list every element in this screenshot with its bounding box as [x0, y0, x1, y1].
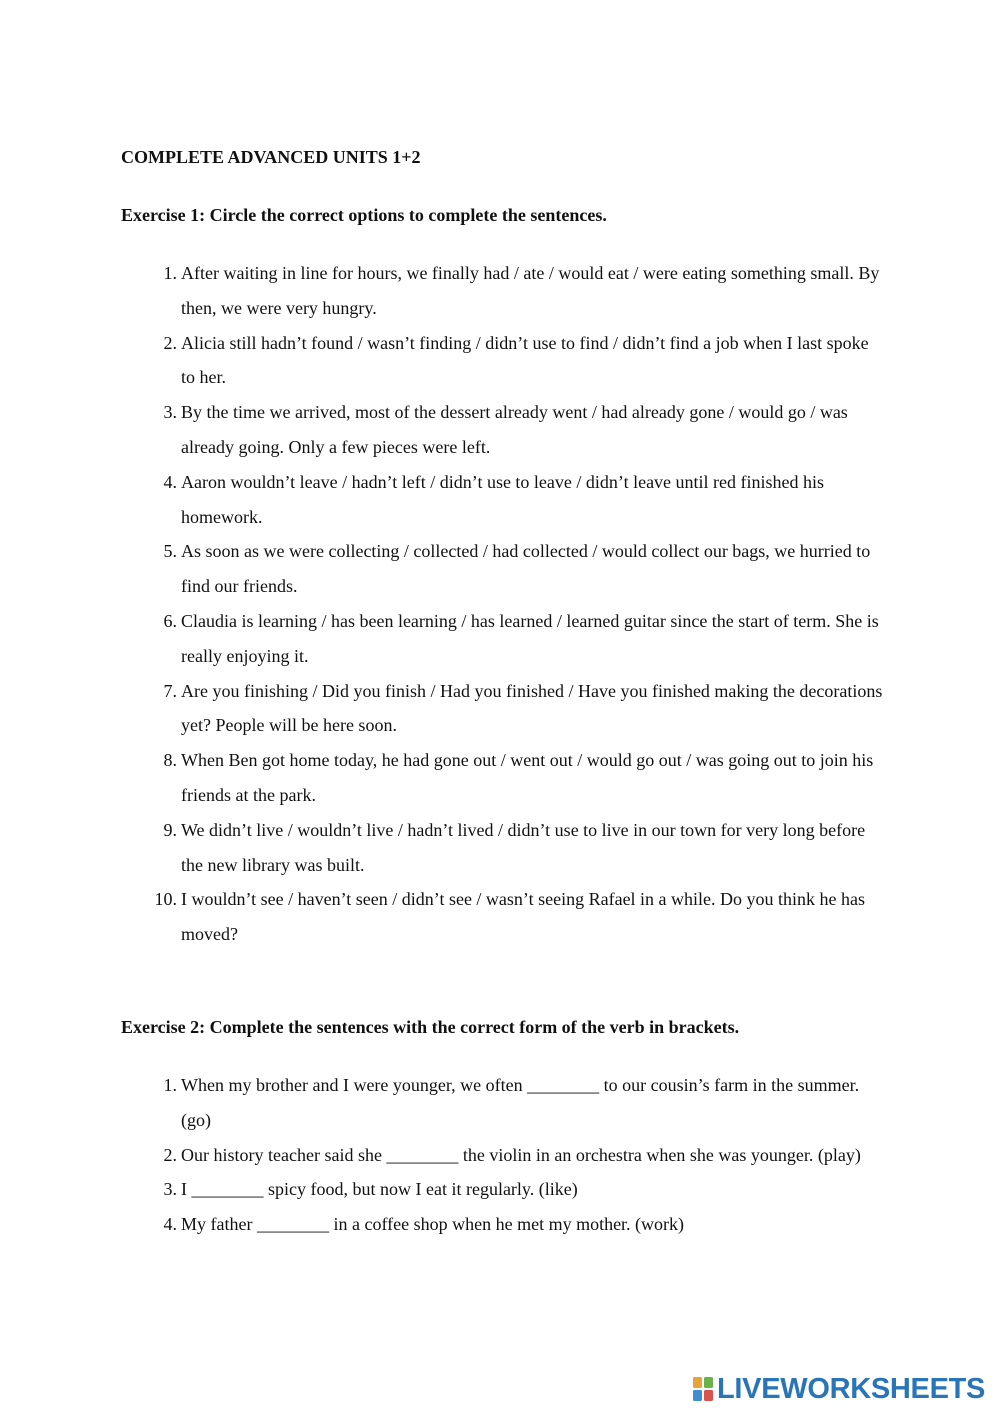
- item-number: 2.: [163, 1144, 177, 1165]
- item-number: 4.: [163, 1214, 177, 1235]
- item-text[interactable]: My father ________ in a coffee shop when he met my mother. (work): [181, 1214, 685, 1235]
- exercise-2-item-2: [147, 1138, 887, 1173]
- exercise-1-item-9: [147, 813, 887, 883]
- item-text[interactable]: When my brother and I were younger, we often ________ to our cousin’s farm in the summer. (go): [181, 1075, 860, 1130]
- exercise-1-item-10: [147, 882, 887, 952]
- item-number: 8.: [163, 750, 177, 771]
- item-text[interactable]: Our history teacher said she ________ the violin in an orchestra when she was younger. (play): [181, 1144, 861, 1165]
- item-number: 4.: [163, 471, 177, 492]
- exercise-1-item-4: [147, 465, 887, 535]
- exercise-1-item-1: [147, 256, 887, 326]
- exercise-2-heading: Exercise 2: Complete the sentences with the correct form of the verb in brackets.: [121, 1017, 740, 1037]
- exercise-1-item-8: [147, 743, 887, 813]
- item-number: 6.: [163, 610, 177, 631]
- item-text[interactable]: After waiting in line for hours, we finally had / ate / would eat / were eating something small. By then, we were very hungry.: [181, 263, 880, 318]
- item-number: 3.: [163, 402, 177, 423]
- item-text[interactable]: Are you finishing / Did you finish / Had you finished / Have you finished making the decorations yet? People will be here soon.: [181, 680, 883, 736]
- item-number: 3.: [163, 1179, 177, 1200]
- liveworksheets-logo-icon: [692, 1376, 714, 1402]
- item-number: 7.: [163, 680, 177, 701]
- item-text[interactable]: I wouldn’t see / haven’t seen / didn’t see / wasn’t seeing Rafael in a while. Do you think he has moved?: [181, 889, 866, 945]
- liveworksheets-logo-text: LIVEWORKSHEETS: [717, 1373, 986, 1405]
- exercise-1-item-2: [147, 326, 887, 396]
- exercise-1-list: [147, 256, 887, 952]
- liveworksheets-brand[interactable]: [692, 1374, 985, 1404]
- item-text[interactable]: Aaron wouldn’t leave / hadn’t left / didn’t use to leave / didn’t leave until red finished his homework.: [181, 471, 825, 527]
- item-number: 1.: [163, 263, 177, 283]
- exercise-2-list: [147, 1068, 887, 1242]
- page-title: COMPLETE ADVANCED UNITS 1+2: [121, 147, 421, 167]
- exercise-1-item-6: [147, 604, 887, 674]
- item-number: 1.: [163, 1075, 177, 1095]
- exercise-2-item-3: [147, 1172, 887, 1207]
- exercise-1-heading: Exercise 1: Circle the correct options to complete the sentences.: [121, 205, 607, 225]
- exercise-2-item-4: [147, 1207, 887, 1242]
- item-number: 9.: [163, 819, 177, 840]
- exercise-1-item-3: [147, 395, 887, 465]
- item-number: 10.: [154, 889, 177, 910]
- item-text[interactable]: By the time we arrived, most of the dessert already went / had already gone / would go / was already going. Only a few pieces were left.: [181, 402, 848, 457]
- item-number: 5.: [163, 541, 177, 562]
- exercise-1-item-5: [147, 534, 887, 604]
- exercise-2-item-1: [147, 1068, 887, 1138]
- item-text[interactable]: Claudia is learning / has been learning / has learned / learned guitar since the start of term. She is really enjoying it.: [181, 610, 879, 666]
- item-text[interactable]: Alicia still hadn’t found / wasn’t finding / didn’t use to find / didn’t find a job when I last spoke to her.: [181, 332, 869, 388]
- item-text[interactable]: As soon as we were collecting / collected / had collected / would collect our bags, we hurried to find our friends.: [181, 541, 871, 597]
- item-text[interactable]: I ________ spicy food, but now I eat it regularly. (like): [181, 1179, 578, 1200]
- item-text[interactable]: When Ben got home today, he had gone out / went out / would go out / was going out to join his friends at the park.: [181, 750, 874, 805]
- exercise-1-item-7: [147, 674, 887, 744]
- item-number: 2.: [163, 332, 177, 353]
- item-text[interactable]: We didn’t live / wouldn’t live / hadn’t lived / didn’t use to live in our town for very long before the new library was built.: [181, 819, 866, 875]
